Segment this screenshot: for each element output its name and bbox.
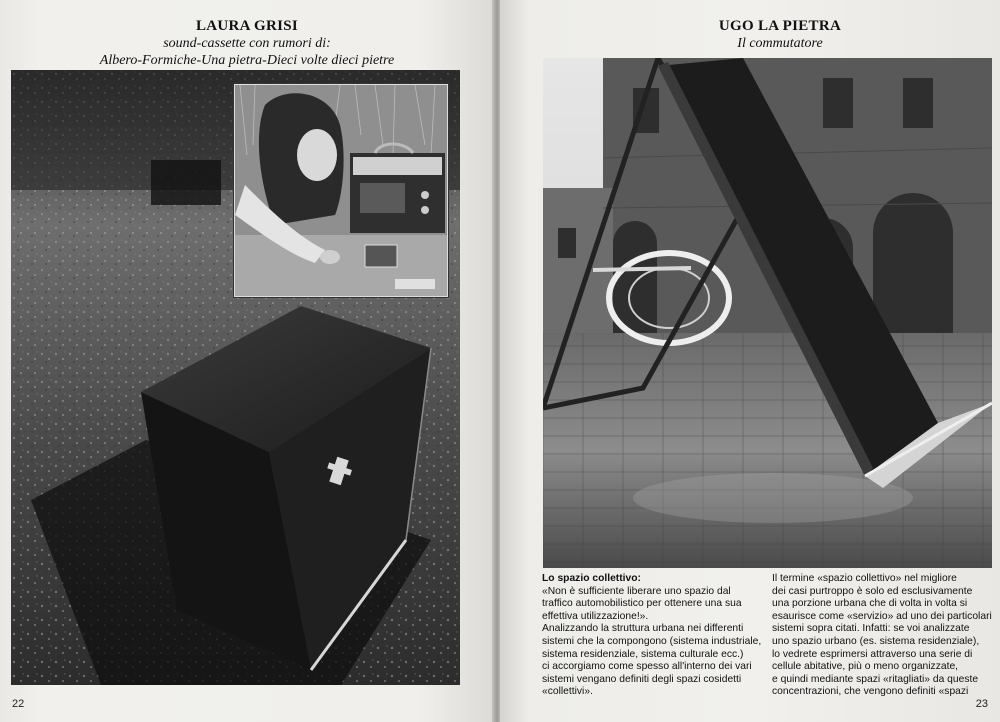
- article-col2-line: lo vedrete esprimersi attraverso una serie di: [772, 648, 973, 660]
- article-col1-line: traffico automobilistico per ottenere una sua: [542, 598, 742, 610]
- right-artist-name: UGO LA PIETRA: [718, 18, 842, 34]
- girl-with-cassette-photo: [234, 84, 448, 297]
- article-col2-line: esaurisce come «servizio» ad uno dei particolari: [772, 610, 992, 622]
- left-page: [0, 0, 494, 722]
- article-col1-line: sistema residenziale, sistema culturale ecc.): [542, 648, 744, 660]
- right-page-number: 23: [975, 698, 988, 710]
- article-col1-line: effettiva utilizzazione!».: [542, 610, 649, 622]
- article-heading: Lo spazio collettivo:: [542, 573, 641, 584]
- left-title-block: [0, 18, 494, 69]
- left-page-number: 22: [12, 698, 25, 710]
- right-page: [500, 0, 1000, 722]
- article-col2-line: uno spazio urbano (es. sistema residenziale),: [772, 635, 980, 647]
- article-col2-line: e quindi mediante spazi «ritagliati» da queste: [772, 673, 979, 685]
- article-col1-line: «collettivi».: [542, 686, 593, 698]
- article-col1-line: sistemi vengano definiti degli spazi cosidetti: [542, 673, 742, 685]
- article-column-2: [772, 573, 994, 699]
- article-col1-line: sistemi che la compongono (sistema industriale,: [542, 635, 762, 647]
- commutatore-piazza-photo: [543, 58, 992, 568]
- right-subtitle: Il commutatore: [737, 36, 823, 51]
- right-title-block: [500, 18, 1000, 52]
- article-col2-line: sistemi sopra citati. Infatti: se voi analizzate: [772, 623, 970, 635]
- article-column-1: [542, 573, 764, 699]
- left-subtitle-line1: sound-cassette con rumori di:: [163, 36, 331, 51]
- left-subtitle-line2: Albero-Formiche-Una pietra-Dieci volte dieci pietre: [99, 53, 395, 68]
- article-col1-line: Analizzando la struttura urbana nei differenti: [542, 623, 744, 635]
- article-col2-line: una porzione urbana che di volta in volta si: [772, 598, 968, 610]
- article-col2-line: concentrazioni, che vengono definiti «spazi: [772, 686, 969, 698]
- left-artist-name: LAURA GRISI: [195, 18, 299, 34]
- article-col2-line: Il termine «spazio collettivo» nel migliore: [772, 573, 957, 584]
- article-col2-line: dei casi purtroppo è solo ed esclusivamente: [772, 585, 973, 597]
- article-col1-line: «Non è sufficiente liberare uno spazio dal: [542, 585, 731, 597]
- article-col2-line: cellule abitative, più o meno organizzate,: [772, 661, 959, 673]
- article-col1-line: ci accorgiamo come spesso all'interno dei vari: [542, 661, 752, 673]
